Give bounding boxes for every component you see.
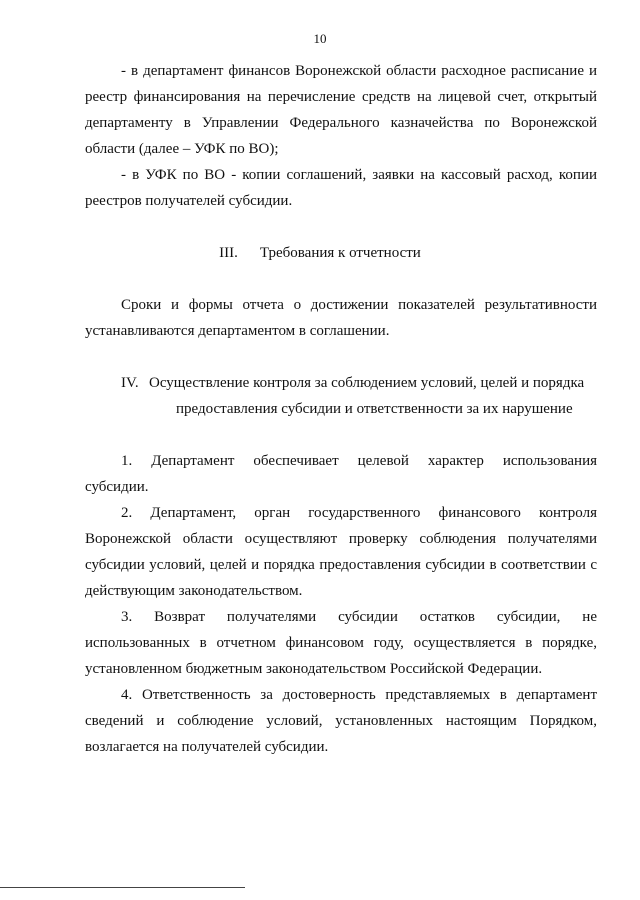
text-line: установленном бюджетным законодательством Российской Федерации. (85, 661, 543, 677)
section-title: Требования к отчетности (259, 245, 421, 261)
text-line: 4. Ответственность за достоверность представляемых в департамент (121, 687, 597, 703)
text-line: возлагается на получателей субсидии. (85, 739, 329, 755)
text-line: 1. Департамент обеспечивает целевой характер использования (121, 453, 597, 469)
section-title-line (121, 370, 584, 396)
text-line: области (далее – УФК по ВО); (85, 141, 279, 157)
section-heading-3 (0, 240, 640, 266)
text-line: реестр финансирования на перечисление средств на лицевой счет, открытый (85, 89, 597, 105)
section-title-part: Осуществление контроля за соблюдением условий, целей и порядка (149, 375, 585, 391)
paragraph-recipients (85, 58, 597, 214)
text-line: Воронежской области осуществляют проверку соблюдения получателями (85, 531, 597, 547)
paragraph-control (85, 448, 597, 760)
footer-divider (0, 887, 245, 888)
text-line: реестров получателей субсидии. (85, 193, 293, 209)
text-line: - в УФК по ВО - копии соглашений, заявки на кассовый расход, копии (121, 167, 597, 183)
text-line: устанавливаются департаментом в соглашении. (85, 323, 390, 339)
page-number: 10 (313, 31, 327, 46)
text-line: субсидии условий, целей и порядка предоставления субсидии в соответствии с (85, 557, 597, 573)
paragraph-reporting (85, 292, 597, 344)
section-title-line: предоставления субсидии и ответственности за их нарушение (176, 401, 573, 417)
text-line: 3. Возврат получателями субсидии остатков субсидии, не (121, 609, 597, 625)
section-number: IV. (121, 375, 139, 391)
text-line: Сроки и формы отчета о достижении показателей результативности (121, 297, 597, 313)
text-line: использованных в отчетном финансовом году, осуществляется в порядке, (85, 635, 597, 651)
text-line: сведений и соблюдение условий, установленных настоящим Порядком, (85, 713, 597, 729)
text-line: департаменту в Управлении Федерального казначейства по Воронежской (85, 115, 597, 131)
text-line: - в департамент финансов Воронежской области расходное расписание и (121, 63, 597, 79)
section-number: III. (219, 245, 238, 261)
text-line: субсидии. (85, 479, 149, 495)
text-line: действующим законодательством. (85, 583, 303, 599)
text-line: 2. Департамент, орган государственного финансового контроля (121, 505, 597, 521)
